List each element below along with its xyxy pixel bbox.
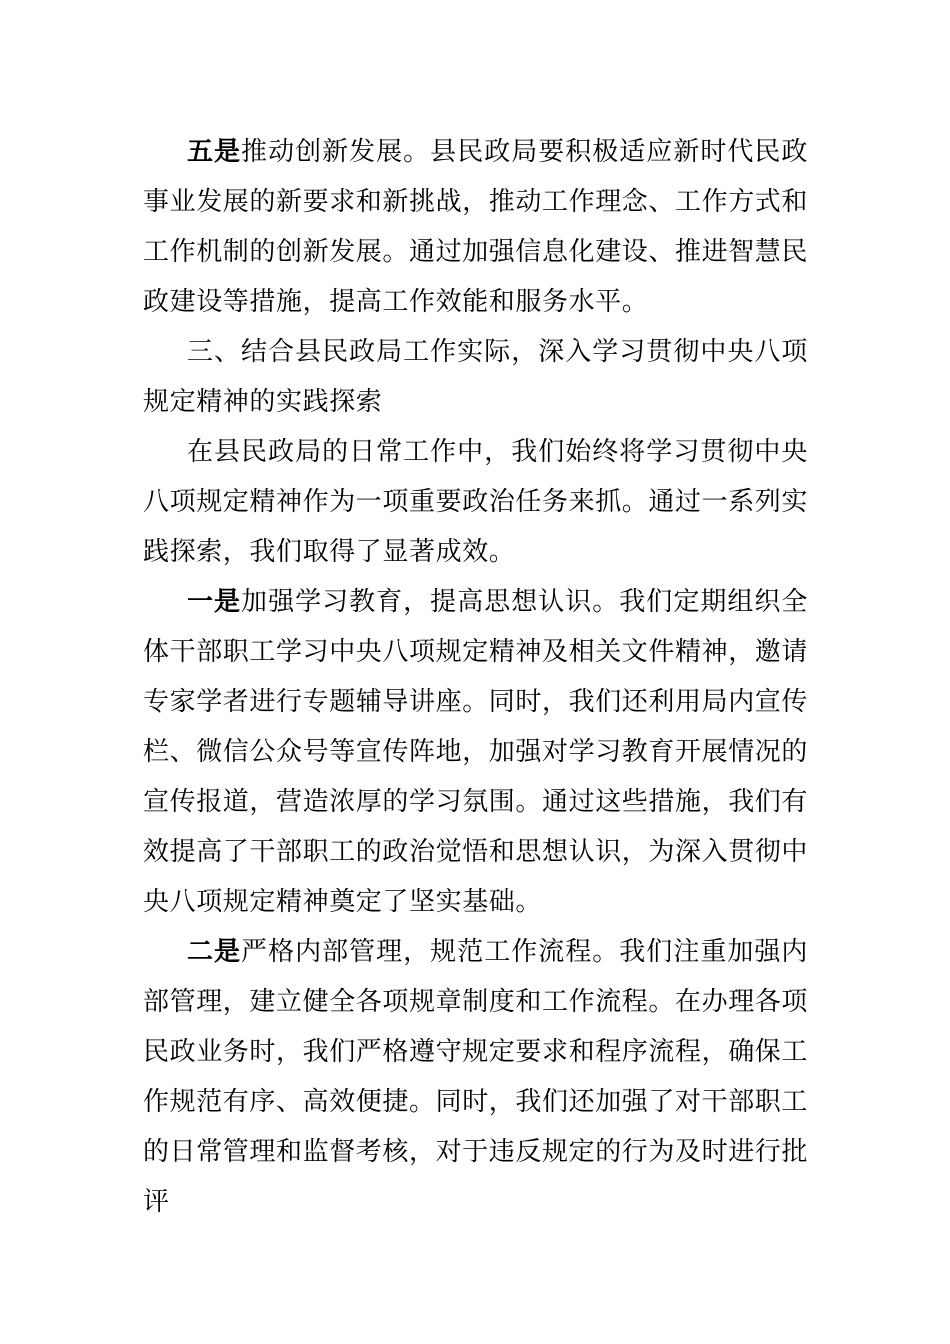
paragraph-lead: 五是 <box>187 137 242 167</box>
document-body <box>143 127 808 1227</box>
paragraph-study-education <box>143 577 808 927</box>
paragraph-text: 加强学习教育，提高思想认识。我们定期组织全体干部职工学习中央八项规定精神及相关文件精神，邀请专家学者进行专题辅导讲座。同时，我们还利用局内宣传栏、微信公众号等宣传阵地，加强对学习教育开展情况的宣传报道，营造浓厚的学习氛围。通过这些措施，我们有效提高了干部职工的政治觉悟和思想认识，为深入贯彻中央八项规定精神奠定了坚实基础。 <box>143 587 809 917</box>
section-heading-text: 三、结合县民政局工作实际，深入学习贯彻中央八项规定精神的实践探索 <box>143 337 808 417</box>
paragraph-internal-management <box>143 927 808 1227</box>
paragraph-text: 在县民政局的日常工作中，我们始终将学习贯彻中央八项规定精神作为一项重要政治任务来抓。通过一系列实践探索，我们取得了显著成效。 <box>143 437 809 567</box>
paragraph-innovation <box>143 127 808 327</box>
paragraph-text: 严格内部管理，规范工作流程。我们注重加强内部管理，建立健全各项规章制度和工作流程。在办理各项民政业务时，我们严格遵守规定要求和程序流程，确保工作规范有序、高效便捷。同时，我们还加强了对干部职工的日常管理和监督考核，对于违反规定的行为及时进行批评 <box>143 937 809 1217</box>
paragraph-practice-intro <box>143 427 808 577</box>
section-heading-three <box>143 327 808 427</box>
paragraph-text: 推动创新发展。县民政局要积极适应新时代民政事业发展的新要求和新挑战，推动工作理念、工作方式和工作机制的创新发展。通过加强信息化建设、推进智慧民政建设等措施，提高工作效能和服务水平。 <box>143 137 809 317</box>
paragraph-lead: 一是 <box>187 587 242 617</box>
paragraph-lead: 二是 <box>187 937 242 967</box>
